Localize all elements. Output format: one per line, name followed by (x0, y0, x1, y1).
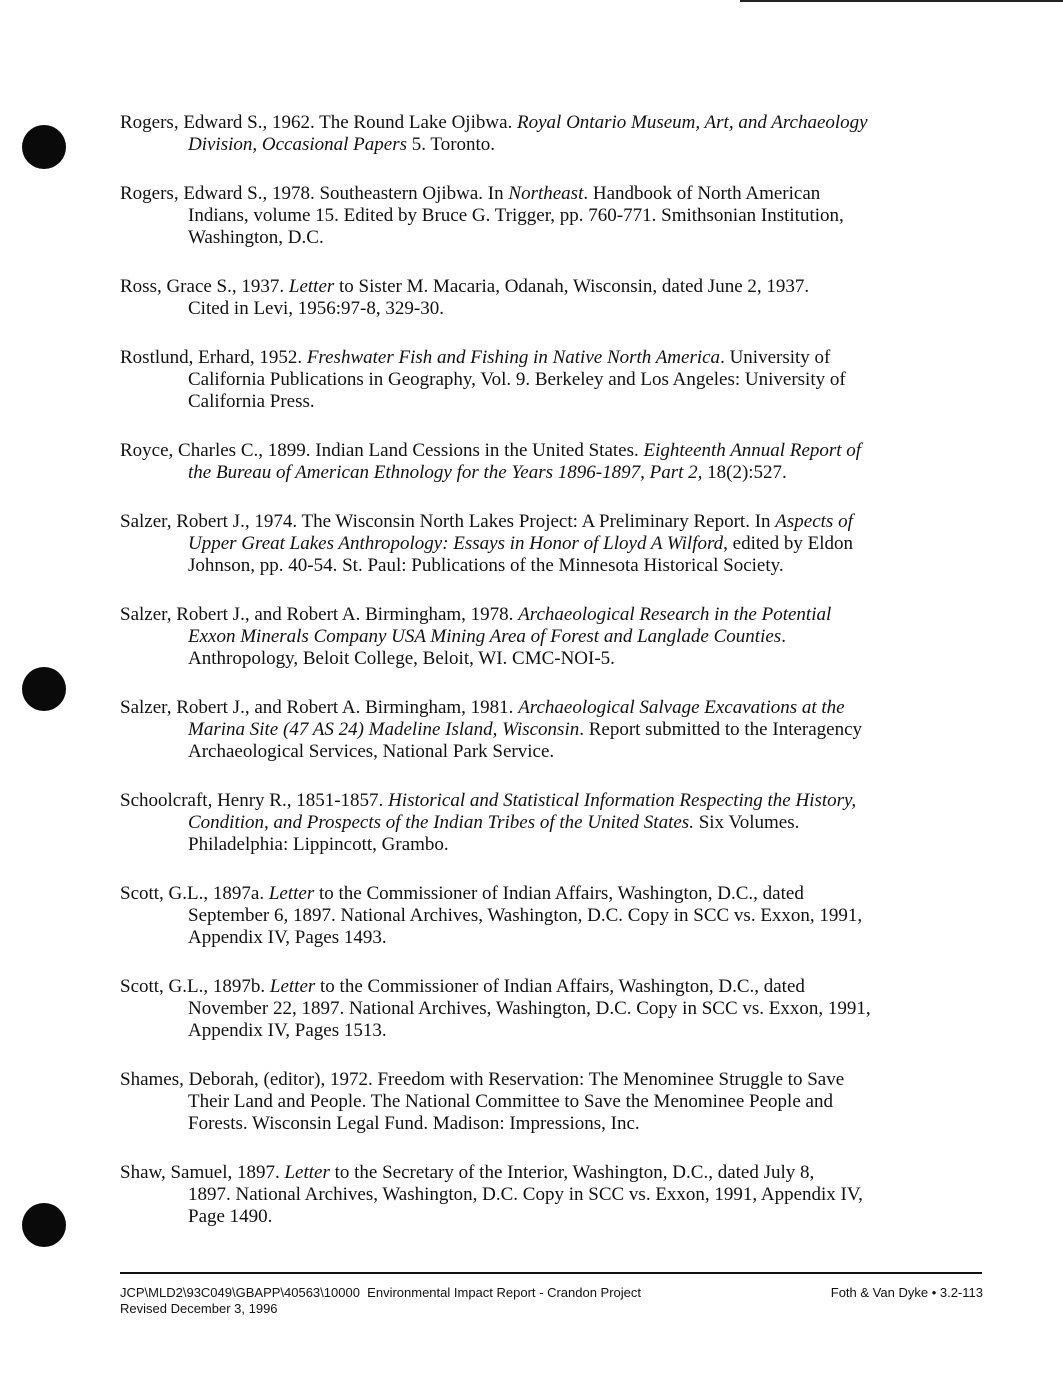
reference-text: Cited in Levi, 1956:97-8, 329-30. (188, 298, 444, 319)
reference-text: 1897. National Archives, Washington, D.C. Copy in SCC vs. Exxon, 1991, Appendix IV, (188, 1184, 863, 1205)
reference-line (120, 834, 970, 856)
reference-text: Six Volumes. (693, 812, 800, 833)
reference-text: September 6, 1897. National Archives, Washington, D.C. Copy in SCC vs. Exxon, 1991, (188, 905, 863, 926)
reference-text: . (781, 626, 786, 647)
reference-text: Johnson, pp. 40-54. St. Paul: Publications of the Minnesota Historical Society. (188, 555, 784, 576)
reference-text: to the Secretary of the Interior, Washington, D.C., dated July 8, (329, 1162, 815, 1183)
reference-italic-text: Eighteenth Annual Report of (643, 440, 862, 461)
footer-left (120, 1285, 641, 1317)
reference-text: . Handbook of North American (583, 183, 821, 204)
reference-italic-text: Freshwater Fish and Fishing in Native North America (306, 347, 721, 368)
reference-text: Scott, G.L., 1897a. (120, 883, 269, 904)
footer-page-number: 3.2-113 (939, 1285, 983, 1300)
reference-text: Anthropology, Beloit College, Beloit, WI. CMC-NOI-5. (188, 648, 615, 669)
reference-line (120, 604, 970, 626)
reference-entry (120, 347, 970, 413)
reference-italic-text: Division, Occasional Papers (188, 134, 408, 155)
reference-entry (120, 883, 970, 949)
reference-text: Washington, D.C. (188, 227, 324, 248)
reference-text: to Sister M. Macaria, Odanah, Wisconsin, dated June 2, 1937. (334, 276, 810, 297)
reference-text: Ross, Grace S., 1937. (120, 276, 289, 297)
reference-text: . Report submitted to the Interagency (579, 719, 863, 740)
reference-text: Forests. Wisconsin Legal Fund. Madison: Impressions, Inc. (188, 1113, 640, 1134)
reference-line (120, 183, 970, 205)
reference-line (120, 998, 970, 1020)
reference-line (120, 1069, 970, 1091)
reference-line (120, 134, 970, 156)
reference-text: Their Land and People. The National Committee to Save the Menominee People and (188, 1091, 833, 1112)
reference-text: California Press. (188, 391, 315, 412)
reference-entry (120, 511, 970, 577)
reference-line (120, 298, 970, 320)
reference-text: Shames, Deborah, (editor), 1972. Freedom with Reservation: The Menominee Struggle to Save (120, 1069, 845, 1090)
reference-text: Page 1490. (188, 1206, 273, 1227)
reference-text: Philadelphia: Lippincott, Grambo. (188, 834, 449, 855)
reference-line (120, 462, 970, 484)
reference-line (120, 369, 970, 391)
reference-line (120, 1113, 970, 1135)
reference-entry (120, 976, 970, 1042)
reference-entry (120, 440, 970, 484)
footer-file-line (120, 1285, 641, 1301)
reference-text: Appendix IV, Pages 1493. (188, 927, 387, 948)
reference-line (120, 391, 970, 413)
reference-entry (120, 112, 970, 156)
footer-right: Foth & Van Dyke • 3.2-113 (830, 1285, 983, 1300)
reference-line (120, 555, 970, 577)
footer-doc-title: Environmental Impact Report - Crandon Project (367, 1285, 642, 1300)
reference-italic-text: Royal Ontario Museum, Art, and Archaeology (517, 112, 868, 133)
reference-italic-text: Northeast (508, 183, 584, 204)
reference-line (120, 905, 970, 927)
reference-line (120, 812, 970, 834)
reference-italic-text: Archaeological Research in the Potential (518, 604, 832, 625)
reference-line (120, 883, 970, 905)
reference-line (120, 276, 970, 298)
reference-italic-text: Condition, and Prospects of the Indian Tribes of the United States. (188, 812, 694, 833)
reference-text: Salzer, Robert J., and Robert A. Birmingham, 1981. (120, 697, 519, 718)
reference-italic-text: Letter (269, 976, 316, 997)
reference-line (120, 1206, 970, 1228)
punch-hole-top (22, 125, 66, 169)
reference-text: Indians, volume 15. Edited by Bruce G. Trigger, pp. 760-771. Smithsonian Institution, (188, 205, 844, 226)
reference-line (120, 1020, 970, 1042)
reference-text: Appendix IV, Pages 1513. (188, 1020, 387, 1041)
reference-entry (120, 276, 970, 320)
reference-italic-text: the Bureau of American Ethnology for the Years 1896-1897, Part 2, (188, 462, 703, 483)
reference-text: 18(2):527. (702, 462, 787, 483)
reference-text: Scott, G.L., 1897b. (120, 976, 270, 997)
reference-line (120, 1091, 970, 1113)
reference-text: Rogers, Edward S., 1962. The Round Lake Ojibwa. (120, 112, 518, 133)
reference-line (120, 1162, 970, 1184)
reference-line (120, 227, 970, 249)
reference-text: , edited by Eldon (723, 533, 853, 554)
reference-text: Rostlund, Erhard, 1952. (120, 347, 307, 368)
reference-line (120, 347, 970, 369)
reference-text: Schoolcraft, Henry R., 1851-1857. (120, 790, 389, 811)
reference-entry (120, 604, 970, 670)
punch-hole-bottom (22, 1203, 66, 1247)
reference-italic-text: Exxon Minerals Company USA Mining Area of Forest and Langlade Counties (188, 626, 782, 647)
footer-rule (120, 1272, 982, 1274)
punch-hole-middle (22, 667, 66, 711)
reference-line (120, 205, 970, 227)
reference-text: California Publications in Geography, Vol. 9. Berkeley and Los Angeles: University of (188, 369, 846, 390)
reference-italic-text: Archaeological Salvage Excavations at the (518, 697, 845, 718)
reference-entry (120, 790, 970, 856)
top-edge-rule (740, 0, 1063, 2)
reference-italic-text: Letter (288, 276, 335, 297)
reference-line (120, 112, 970, 134)
reference-text: to the Commissioner of Indian Affairs, Washington, D.C., dated (315, 976, 805, 997)
reference-italic-text: Upper Great Lakes Anthropology: Essays in Honor of Lloyd A Wilford (188, 533, 724, 554)
reference-line (120, 533, 970, 555)
reference-italic-text: Historical and Statistical Information Respecting the History, (388, 790, 857, 811)
footer-firm: Foth & Van Dyke (830, 1285, 929, 1300)
reference-line (120, 741, 970, 763)
reference-italic-text: Marina Site (47 AS 24) Madeline Island, Wisconsin (188, 719, 580, 740)
reference-text: Salzer, Robert J., 1974. The Wisconsin North Lakes Project: A Preliminary Report. In (120, 511, 776, 532)
reference-entry (120, 697, 970, 763)
reference-line (120, 927, 970, 949)
reference-list (120, 112, 970, 1255)
reference-text: Shaw, Samuel, 1897. (120, 1162, 285, 1183)
footer-revised: Revised December 3, 1996 (120, 1301, 278, 1316)
reference-line (120, 511, 970, 533)
reference-line (120, 790, 970, 812)
reference-line (120, 976, 970, 998)
reference-italic-text: Letter (268, 883, 315, 904)
reference-line (120, 440, 970, 462)
reference-text: November 22, 1897. National Archives, Washington, D.C. Copy in SCC vs. Exxon, 1991, (188, 998, 871, 1019)
reference-line (120, 626, 970, 648)
reference-line (120, 1184, 970, 1206)
reference-line (120, 648, 970, 670)
reference-entry (120, 1162, 970, 1228)
reference-entry (120, 1069, 970, 1135)
reference-text: to the Commissioner of Indian Affairs, Washington, D.C., dated (314, 883, 804, 904)
reference-line (120, 719, 970, 741)
reference-text: . University of (720, 347, 831, 368)
reference-text: 5. Toronto. (407, 134, 496, 155)
reference-italic-text: Letter (284, 1162, 330, 1183)
footer-path: JCP\MLD2\93C049\GBAPP\40563\10000 (120, 1285, 360, 1300)
reference-italic-text: Aspects of (775, 511, 853, 532)
reference-text: Salzer, Robert J., and Robert A. Birmingham, 1978. (120, 604, 519, 625)
reference-text: Royce, Charles C., 1899. Indian Land Cessions in the United States. (120, 440, 644, 461)
reference-line (120, 697, 970, 719)
reference-text: Rogers, Edward S., 1978. Southeastern Ojibwa. In (120, 183, 509, 204)
reference-entry (120, 183, 970, 249)
reference-text: Archaeological Services, National Park Service. (188, 741, 555, 762)
